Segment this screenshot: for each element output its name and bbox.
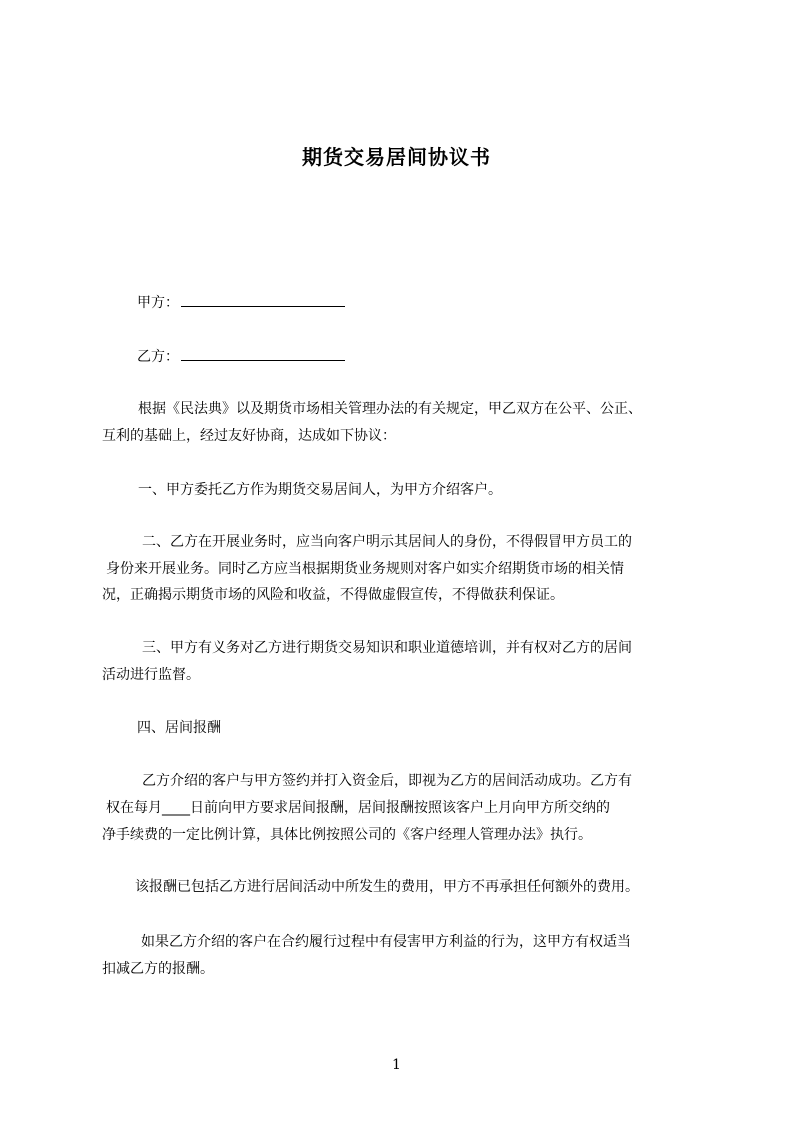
- clause-4-para-3-line: 如果乙方介绍的客户在合约履行过程中有侵害甲方利益的行为，这甲方有权适当: [141, 934, 631, 950]
- clause-4-para-2-line: 该报酬已包括乙方进行居间活动中所发生的费用，甲方不再承担任何额外的费用。: [135, 879, 639, 895]
- page-number: 1: [392, 1057, 401, 1073]
- clause-4-para-3-line: 扣减乙方的报酬。: [102, 961, 214, 977]
- party-b-label: 乙方：: [137, 349, 179, 365]
- clause-3-line: 三、甲方有义务对乙方进行期货交易知识和职业道德培训，并有权对乙方的居间: [142, 640, 632, 656]
- clause-4-para-1-line: 乙方介绍的客户与甲方签约并打入资金后，即视为乙方的居间活动成功。乙方有: [142, 773, 632, 789]
- party-a-label: 甲方：: [137, 295, 179, 311]
- party-a-blank: [181, 290, 345, 307]
- party-b-row: [137, 344, 345, 367]
- clause-4-heading: 四、居间报酬: [137, 720, 221, 736]
- party-b-blank: [181, 344, 345, 361]
- document-title: 期货交易居间协议书: [302, 145, 491, 169]
- clause-2-line: 身份来开展业务。同时乙方应当根据期货业务规则对客户如实介绍期货市场的相关情: [106, 561, 624, 577]
- preamble-line: 根据《民法典》以及期货市场相关管理办法的有关规定，甲乙双方在公平、公正、: [138, 401, 642, 417]
- clause-4-para-1-line: 权在每月____日前向甲方要求居间报酬，居间报酬按照该客户上月向甲方所交纳的: [106, 800, 610, 816]
- clause-1-line: 一、甲方委托乙方作为期货交易居间人，为甲方介绍客户。: [138, 482, 502, 498]
- preamble-line: 互利的基础上，经过友好协商，达成如下协议：: [102, 428, 396, 444]
- clause-4-para-1-line: 净手续费的一定比例计算，具体比例按照公司的《客户经理人管理办法》执行。: [102, 827, 592, 843]
- clause-3-line: 活动进行监督。: [102, 667, 200, 683]
- clause-2-line: 二、乙方在开展业务时，应当向客户明示其居间人的身份，不得假冒甲方员工的: [142, 534, 632, 550]
- party-a-row: [137, 290, 345, 313]
- clause-2-line: 况，正确揭示期货市场的风险和收益，不得做虚假宣传，不得做获利保证。: [102, 587, 564, 603]
